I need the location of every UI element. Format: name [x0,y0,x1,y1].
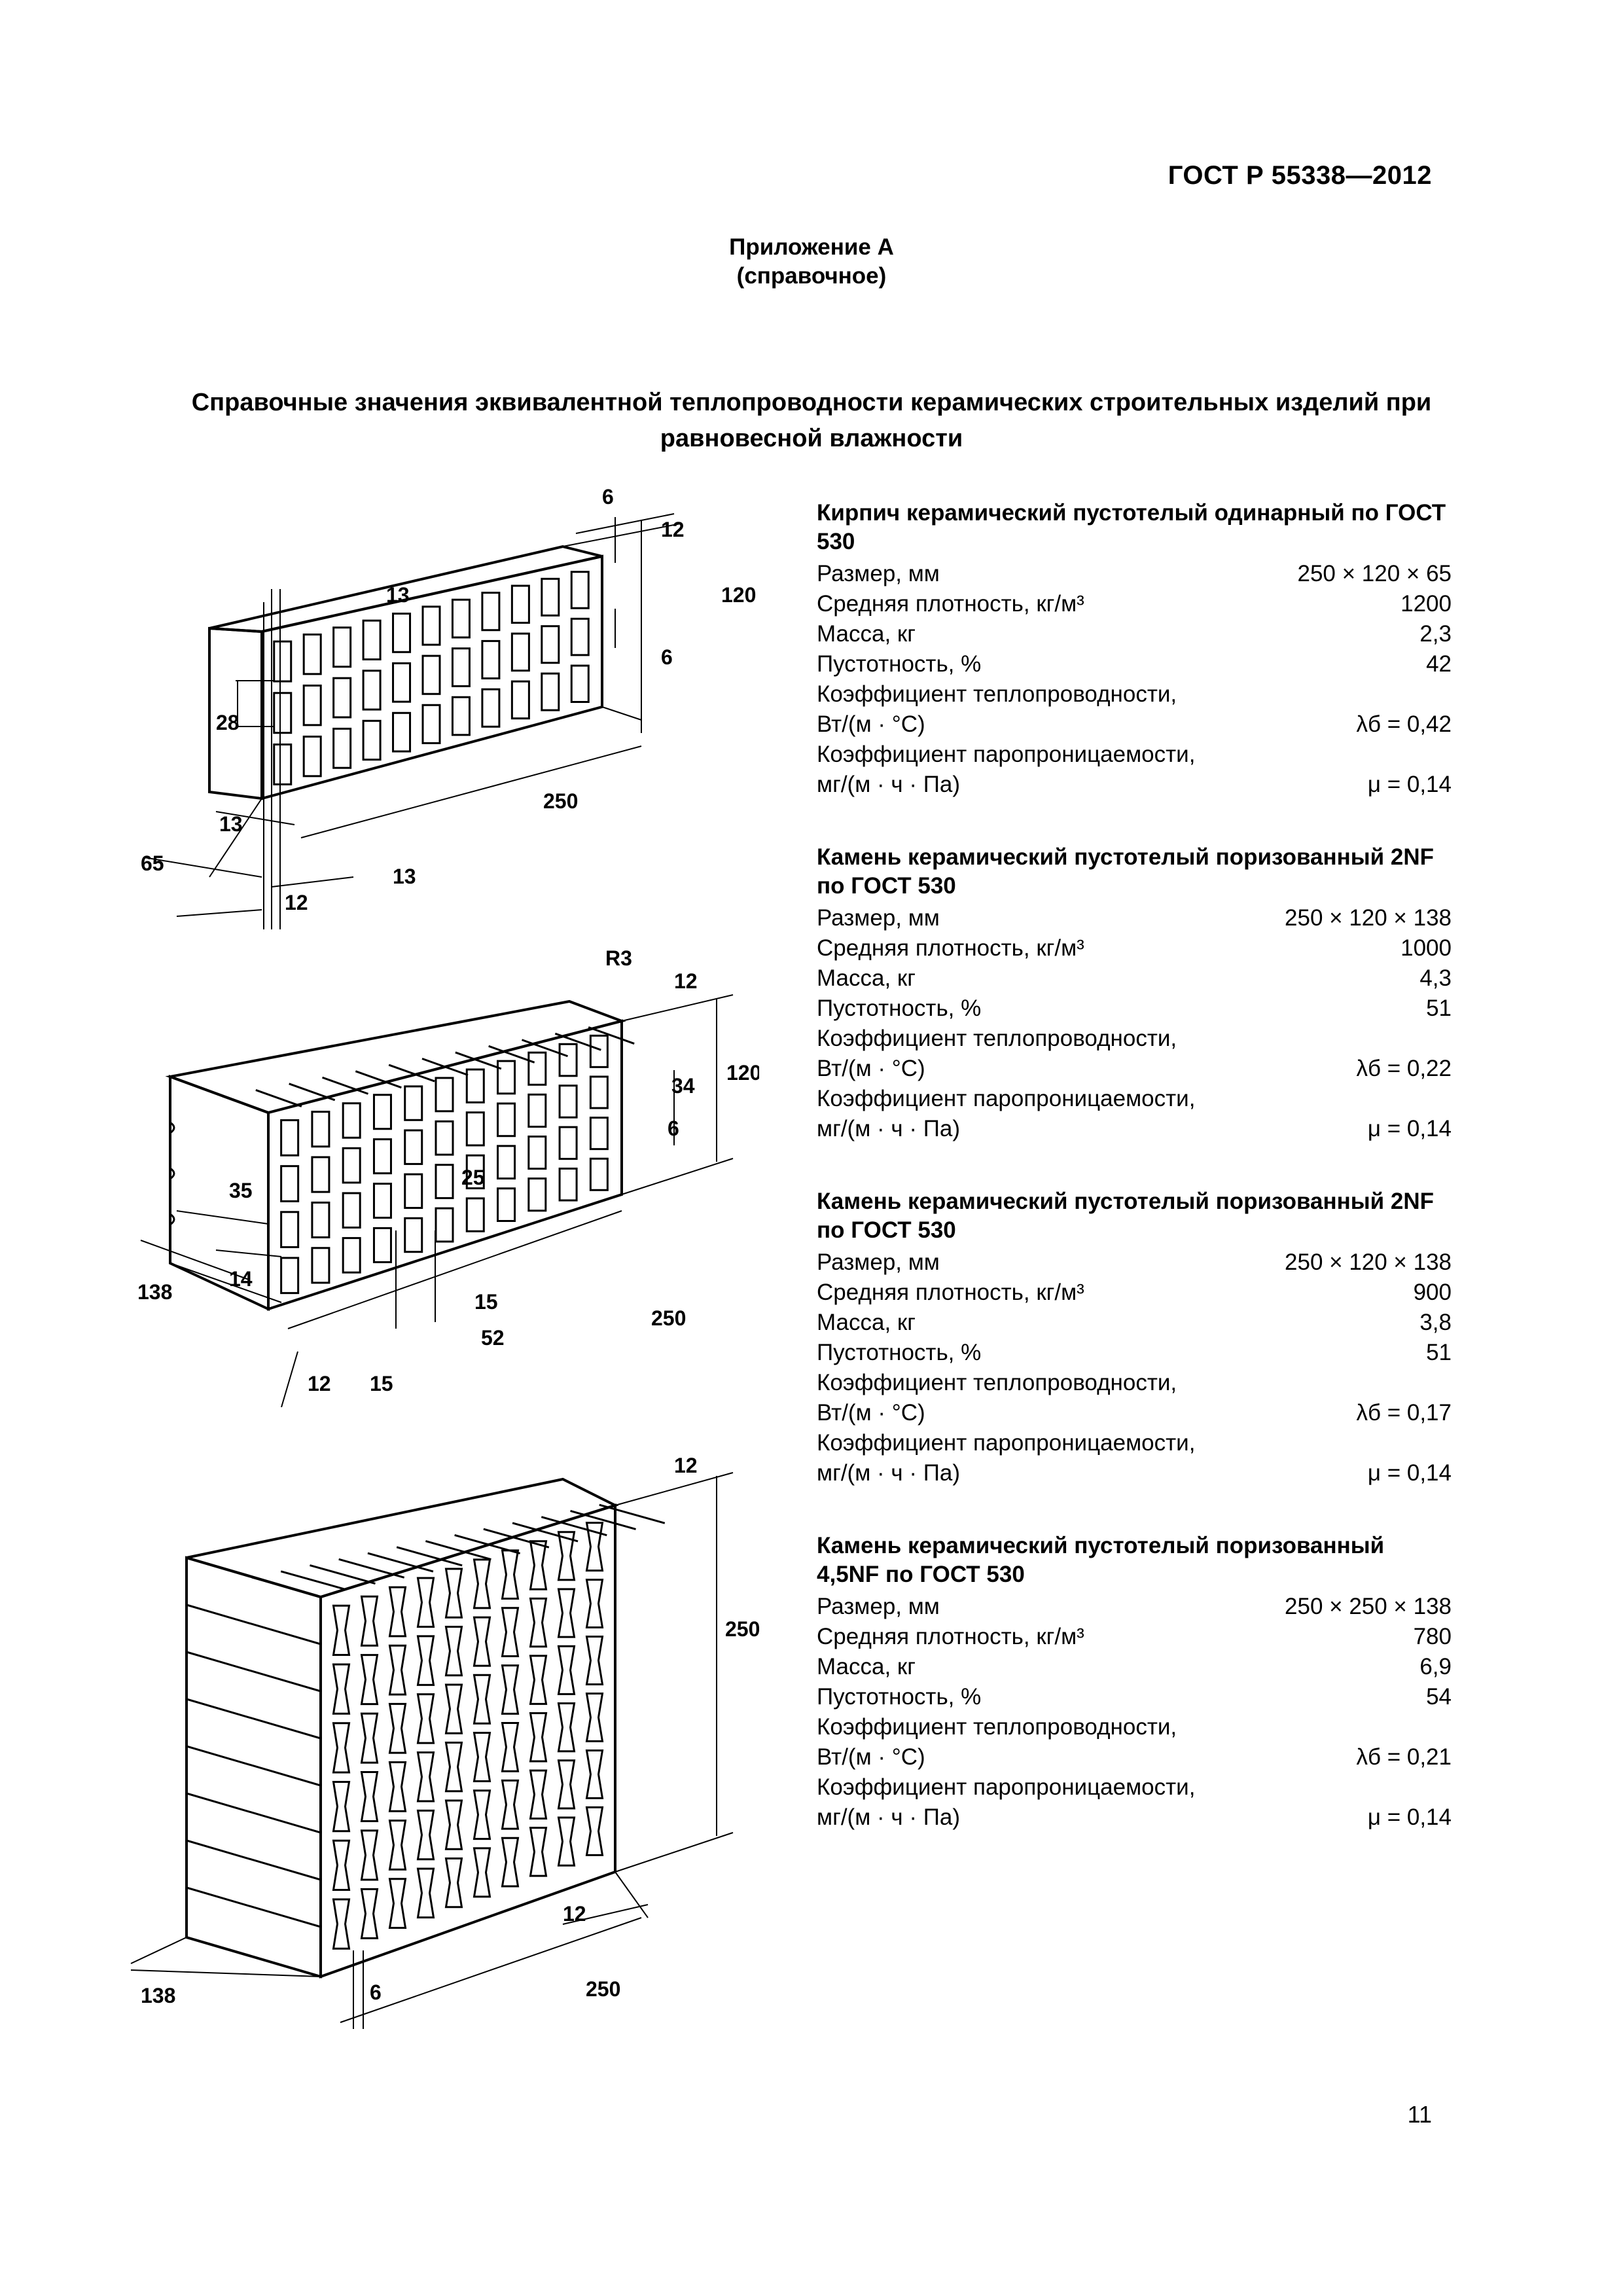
spec-label: Пустотность, % [817,1340,982,1365]
block-hole [587,1750,603,1798]
spec-row [817,1247,1452,1278]
block-hole [559,1646,575,1694]
spec-label: Размер, мм [817,561,940,586]
spec-title: Камень керамический пустотелый поризованный 2NF по ГОСТ 530 [817,844,1435,899]
brick-hole [334,728,351,768]
block-hole [503,1666,518,1714]
block-hole [334,1605,349,1655]
spec-label: Коэффициент теплопроводности, Вт/(м · °С) [817,1026,1177,1081]
fig3-dim-label: 12 [563,1902,586,1926]
block-hole [343,1238,360,1273]
block-hole [436,1165,453,1198]
spec-label: Размер, мм [817,1249,940,1275]
spec-label: Размер, мм [817,905,940,931]
block-hole [312,1248,329,1283]
block-hole [531,1713,546,1761]
fig1-dim-label: 13 [386,583,410,607]
spec-row [817,1682,1452,1712]
spec-value: 42 [1426,651,1452,677]
spec-row [817,1084,1452,1144]
top-groove [422,1059,468,1075]
spec-value: λб = 0,42 [1356,711,1452,737]
block-hole [529,1136,546,1168]
brick-hole [571,666,588,702]
spec-value: μ = 0,14 [1367,1460,1452,1486]
brick-hole [452,649,469,687]
block-hole [474,1848,490,1897]
brick-hole [452,600,469,637]
spec-row [817,1592,1452,1622]
block-hole [362,1772,378,1821]
spec-row [817,679,1452,740]
appendix-subtitle: (справочное) [736,263,887,289]
spec-value: 54 [1426,1684,1452,1710]
spec-row [817,1428,1452,1488]
brick-hole [482,689,499,726]
brick-hole [512,634,529,671]
block-hole [343,1193,360,1228]
brick-hole [393,713,410,751]
block-hole [405,1086,422,1120]
block-hole [390,1763,406,1812]
block-hole [529,1052,546,1085]
block-hole [334,1782,349,1831]
block-hole [436,1208,453,1242]
spec-label: Размер, мм [817,1594,940,1619]
brick-hole [334,628,351,667]
fig2-dim-label: 25 [461,1166,485,1189]
block-hole [334,1899,349,1948]
spec-block-2nf-1000 [817,843,1452,1144]
brick-hole [304,736,321,776]
brick-hole [274,693,291,733]
brick-hole [482,641,499,678]
spec-row [817,619,1452,649]
fig1-dim-label: 13 [219,812,243,836]
block-hole [446,1801,462,1849]
spec-value: 900 [1413,1280,1452,1305]
block-hole [374,1228,391,1262]
fig2-dim-label: 12 [308,1372,331,1395]
block-hole [343,1148,360,1183]
block-hole [281,1121,298,1156]
block-hole [587,1580,603,1628]
block-hole [529,1094,546,1126]
block-hole [560,1168,577,1200]
block-hole [362,1655,378,1704]
spec-row [817,933,1452,963]
block-hole [418,1869,434,1917]
brick-hole [274,744,291,784]
block-hole [474,1733,490,1782]
fig2-dim-label: 138 [137,1280,173,1304]
spec-value: 1000 [1400,935,1452,961]
spec-row [817,1772,1452,1833]
spec-label: Масса, кг [817,1310,916,1335]
side-groove [187,1746,321,1785]
fig1-dim-label: 12 [285,891,308,914]
block-hole [467,1113,484,1145]
figure-block-2nf-drawing [105,936,759,1407]
block-hole [362,1713,378,1763]
spec-row [817,1652,1452,1682]
block-hole [560,1044,577,1076]
block-hole [334,1840,349,1890]
spec-label: Коэффициент теплопроводности, Вт/(м · °С) [817,1714,1177,1770]
block-hole [498,1061,515,1094]
block-hole [390,1879,406,1928]
block-hole [362,1831,378,1880]
brick-hole [571,572,588,608]
block-hole [390,1645,406,1695]
block-hole [446,1569,462,1617]
side-groove [187,1888,321,1927]
brick-hole [304,634,321,673]
block-hole [362,1596,378,1645]
block-hole [467,1069,484,1102]
spec-label: Масса, кг [817,965,916,991]
block-hole [334,1723,349,1772]
block-hole [531,1541,546,1589]
top-groove [252,1577,317,1596]
spec-title: Камень керамический пустотелый поризованный 4,5NF по ГОСТ 530 [817,1533,1385,1587]
block-hole [503,1780,518,1829]
brick-hole [393,614,410,653]
block-hole [446,1859,462,1907]
fig3-dim-label: 250 [586,1977,621,2001]
block-hole [418,1810,434,1859]
spec-value: 250 × 250 × 138 [1285,1594,1452,1619]
spec-value: λб = 0,22 [1356,1056,1452,1081]
fig1-dim-label: 6 [661,645,673,669]
spec-value: 51 [1426,1340,1452,1365]
spec-block-2nf-900 [817,1187,1452,1488]
spec-label: Коэффициент паропроницаемости, мг/(м · ч · Па) [817,742,1196,797]
spec-label: Пустотность, % [817,996,982,1021]
top-groove [571,1511,636,1529]
spec-label: Коэффициент теплопроводности, Вт/(м · °С) [817,1370,1177,1426]
block-hole [559,1589,575,1637]
block-hole [474,1675,490,1723]
fig1-dim-label: 28 [216,711,240,734]
brick-hole [542,579,559,615]
block-hole [587,1694,603,1742]
block-hole [590,1158,607,1190]
brick-hole [542,626,559,663]
brick-hole [393,663,410,702]
fig3-dim-label: 12 [674,1454,698,1477]
main-title: Справочные значения эквивалентной теплопроводности керамических строительных изделий при равновесной влажности [191,389,1432,452]
spec-value: μ = 0,14 [1367,772,1452,797]
spec-row [817,963,1452,994]
block-hole [446,1743,462,1791]
top-groove [368,1553,433,1571]
block-hole [405,1174,422,1208]
fig1-dim-label: 13 [393,865,416,888]
block-hole [343,1103,360,1138]
spec-block-brick-single [817,499,1452,800]
spec-value: 250 × 120 × 138 [1285,1249,1452,1275]
spec-row [817,994,1452,1024]
figure-block-2nf [105,936,759,1410]
spec-value: 1200 [1400,591,1452,617]
spec-label: Коэффициент паропроницаемости, мг/(м · ч · Па) [817,1430,1196,1486]
side-groove [187,1652,321,1691]
block-hole [362,1889,378,1938]
side-groove [187,1605,321,1644]
block-hole [418,1636,434,1685]
figure-block-4-5nf [105,1401,759,2032]
spec-value: 6,9 [1419,1654,1452,1679]
block-hole [531,1598,546,1646]
block-hole [281,1166,298,1202]
brick-hole [334,678,351,717]
block-hole [529,1179,546,1211]
spec-label: Масса, кг [817,1654,916,1679]
block-hole [390,1587,406,1636]
spec-value: 780 [1413,1624,1452,1649]
brick-hole [274,641,291,681]
spec-value: 2,3 [1419,621,1452,647]
side-groove [187,1793,321,1833]
spec-row [817,1308,1452,1338]
spec-label: Пустотность, % [817,1684,982,1710]
figure-brick-single-drawing [105,484,759,929]
block-hole [374,1184,391,1218]
block-hole [467,1198,484,1231]
spec-label: Средняя плотность, кг/м³ [817,935,1084,961]
block-hole [503,1551,518,1599]
spec-row [817,740,1452,800]
spec-value: 51 [1426,996,1452,1021]
fig2-dim-label: 34 [671,1074,695,1098]
fig2-dim-label: 35 [229,1179,253,1202]
block-hole [498,1189,515,1221]
fig1-dim-label: 65 [141,852,164,875]
block-hole [405,1218,422,1251]
spec-row [817,649,1452,679]
spec-label: Коэффициент теплопроводности, Вт/(м · °С) [817,681,1177,737]
spec-value: 4,3 [1419,965,1452,991]
brick-hole [512,586,529,623]
block-hole [418,1578,434,1626]
spec-value: λб = 0,17 [1356,1400,1452,1426]
block-hole [587,1807,603,1855]
fig2-dim-label: 14 [229,1267,253,1291]
block-hole [436,1121,453,1155]
block-hole [390,1704,406,1753]
spec-row [817,1622,1452,1652]
block-hole [560,1086,577,1118]
brick-hole [304,685,321,725]
block-hole [312,1157,329,1192]
spec-block-4-5nf [817,1532,1452,1833]
block-hole [587,1637,603,1685]
document-code: ГОСТ Р 55338—2012 [1168,161,1432,190]
fig2-dim-label: 250 [651,1306,687,1330]
fig3-dim-label: 250 [725,1617,759,1641]
page-number: 11 [1407,2101,1432,2128]
block-hole [374,1095,391,1129]
block-hole [390,1821,406,1870]
block-hole [418,1753,434,1801]
block-hole [559,1761,575,1808]
block-hole [559,1818,575,1865]
block-hole [503,1608,518,1657]
spec-label: Средняя плотность, кг/м³ [817,1624,1084,1649]
top-groove [256,1090,302,1106]
block-hole [474,1791,490,1839]
top-groove [223,1096,268,1113]
block-hole [281,1258,298,1293]
appendix-title: Приложение А [729,234,894,260]
top-groove [310,1566,375,1584]
block-hole [312,1202,329,1237]
fig2-dim-label: 120 [726,1061,759,1085]
spec-value: 3,8 [1419,1310,1452,1335]
block-hole [446,1626,462,1675]
fig2-dim-label: 15 [370,1372,393,1395]
block-hole [531,1656,546,1704]
brick-hole [482,593,499,630]
fig1-dim-label: 120 [721,583,757,607]
side-groove [187,1840,321,1880]
top-groove [339,1559,404,1577]
block-hole [334,1664,349,1713]
spec-row [817,1338,1452,1368]
brick-hole [452,697,469,735]
fig3-dim-label: 138 [141,1984,176,2007]
block-hole [590,1035,607,1067]
brick-hole [542,673,559,710]
spec-label: Масса, кг [817,621,916,647]
spec-label: Средняя плотность, кг/м³ [817,1280,1084,1305]
block-hole [418,1695,434,1743]
side-groove [187,1699,321,1738]
spec-row [817,1278,1452,1308]
figure-brick-single [105,484,759,933]
brick-hole [423,656,440,694]
block-hole [474,1617,490,1666]
block-hole [590,1118,607,1149]
fig2-dim-label: 15 [474,1290,498,1314]
block-hole [503,1723,518,1772]
spec-value: 250 × 120 × 65 [1297,561,1452,586]
block-hole [498,1146,515,1179]
block-hole [374,1139,391,1174]
brick-hole [363,671,380,709]
spec-row [817,559,1452,589]
spec-label: Пустотность, % [817,651,982,677]
spec-value: μ = 0,14 [1367,1804,1452,1830]
block-hole [474,1560,490,1608]
appendix-heading [0,233,1623,291]
block-hole [560,1127,577,1159]
fig2-dim-label: 52 [481,1326,505,1350]
figure-block-4-5nf-drawing [105,1401,759,2029]
brick-hole [571,619,588,655]
block-hole [312,1112,329,1147]
spec-title: Кирпич керамический пустотелый одинарный по ГОСТ 530 [817,500,1446,554]
block-hole [531,1828,546,1876]
fig1-dim-label: 250 [543,789,579,813]
fig3-dim-label: 6 [370,1981,382,2004]
brick-hole [423,705,440,743]
spec-row [817,589,1452,619]
brick-hole [363,721,380,759]
spec-label: Коэффициент паропроницаемости, мг/(м · ч · Па) [817,1086,1196,1141]
top-groove [425,1541,491,1560]
spec-row [817,903,1452,933]
spec-row [817,1024,1452,1084]
spec-value: 250 × 120 × 138 [1285,905,1452,931]
spec-value: μ = 0,14 [1367,1116,1452,1141]
block-hole [531,1770,546,1818]
block-hole [503,1838,518,1886]
brick-hole [512,681,529,719]
fig2-dim-label: 12 [674,969,698,993]
spec-row [817,1368,1452,1428]
fig1-dim-label: 12 [661,518,685,541]
block-hole [405,1130,422,1164]
spec-row [817,1712,1452,1772]
block-hole [590,1077,607,1108]
block-hole [281,1212,298,1247]
block-hole [498,1103,515,1136]
fig2-dim-label: R3 [605,946,632,970]
brick-hole [423,607,440,645]
fig2-dim-label: 6 [668,1117,679,1140]
top-groove [289,1084,335,1100]
spec-label: Коэффициент паропроницаемости, мг/(м · ч · Па) [817,1774,1196,1830]
block-hole [446,1685,462,1733]
spec-value: λб = 0,21 [1356,1744,1452,1770]
top-groove [599,1505,665,1523]
block-hole [436,1078,453,1111]
block-hole [559,1704,575,1751]
fig1-dim-label: 6 [602,485,614,509]
spec-title: Камень керамический пустотелый поризованный 2NF по ГОСТ 530 [817,1189,1435,1243]
spec-label: Средняя плотность, кг/м³ [817,591,1084,617]
brick-hole [363,620,380,659]
